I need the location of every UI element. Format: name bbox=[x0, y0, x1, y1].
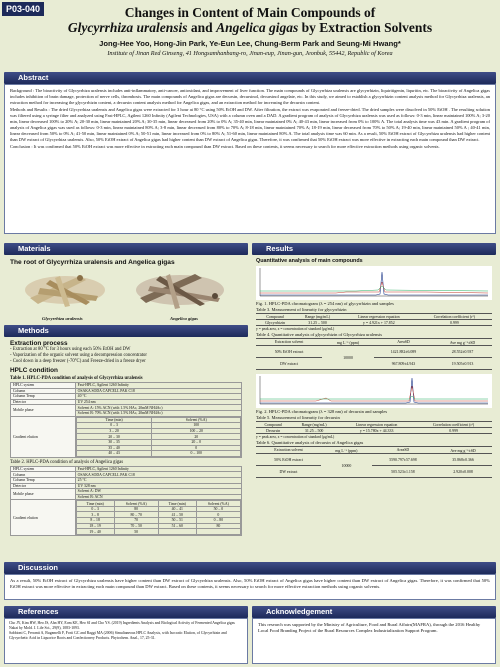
title-species-1: Glycyrrhiza uralensis bbox=[67, 20, 188, 35]
table4: Extraction solvent mg L⁻¹ (ppm) AreaSD Ave mg g⁻¹±SD 50% EtOH extract 10000 1421.882±6.089 28.552±0.937 DW extract 967.809±4.943 19.505±0.913 bbox=[256, 338, 492, 370]
table-row: Column Temp 40 °C bbox=[11, 394, 242, 400]
methods-heading: Methods bbox=[4, 325, 248, 337]
table4-caption: Table 4. Quantitative analysis of glycyrrhizin of Glycyrrhiza uralensis bbox=[256, 332, 383, 337]
poster-id-badge: P03-040 bbox=[2, 2, 44, 16]
hplc-title: HPLC condition bbox=[10, 367, 58, 374]
table-row: HPLC system Fast-HPLC, Agilent 1260 Infinity bbox=[11, 466, 242, 472]
table-row: Solvent B: 70% ACN (with 1.5% HAc, 20mM NH4Ac) bbox=[11, 410, 242, 416]
table5-caption: Table 5. Measurement of linearity for decursin bbox=[256, 415, 340, 420]
table6-caption: Table 6. Quantitative analysis of decursin of Angelica gigas bbox=[256, 440, 364, 445]
title-conj: and bbox=[187, 20, 217, 35]
abstract-box bbox=[4, 84, 496, 234]
table1-gradient: Time (min) Solvent (%A) 0 – 3 100 3 – 20 100 – 20 20 – 30 20 30 – 35 20 – 0 35 – 40 0 40 – 43 0 – 100 bbox=[76, 417, 241, 457]
discussion-heading: Discussion bbox=[4, 562, 496, 574]
reference-item: Cho JY, Kim HW, Heo JS, Ahn HY, Eom KE, Heo SJ and Cho YS. (2019) Ingredients Analysis and Biological Activity of Fermented Angelica gigas Nakai by Mold. J. Life Sci., 29(9), 1083-1093. bbox=[9, 621, 235, 630]
methods-area bbox=[4, 338, 248, 558]
results-title: Quantitative analysis of main compounds bbox=[256, 258, 363, 264]
abstract-conclusion: Conclusion : It was confirmed that 50% EtOH extract was more effective in extracting each main compound than DW extract. Based on these contents, it seems necessary to search for more effective extraction methods using organic solvents. bbox=[10, 144, 440, 150]
glycyrrhiza-root-image bbox=[25, 275, 105, 307]
title-tail: by Extraction Solvents bbox=[298, 20, 433, 35]
discussion-text: As a result, 50% EtOH extract of Glycyrrhiza uralensis have higher content than DW extract of Glycyrrhiza uralensis. Also, 50% EtOH extract of Angelica gigas have higher content than DW extract of Angelica gigas. Therefore, it was confirmed that 50% EtOH extract was more effective in extracting each main compound than DW extract. Based on these contents, it seems necessary to search for more effective extraction methods using organic solvents. bbox=[10, 578, 490, 589]
table-row: Column OSAKA SODA CAPCELL PAK C18 bbox=[11, 472, 242, 478]
table3-note: y = peak area, x = concentration of standard (μg/mL) bbox=[256, 327, 335, 331]
table2-caption: Table 2. HPLC-PDA condition of analysis of Angelica gigas bbox=[10, 459, 124, 465]
results-area bbox=[252, 256, 496, 558]
extraction-step-2: - Vaporization of the organic solvent using a decompression concentrator bbox=[10, 353, 147, 358]
fig2-caption: Fig. 2. HPLC-PDA chromatogram (λ = 328 nm) of decursin and samples bbox=[256, 409, 388, 414]
references-box bbox=[4, 618, 248, 664]
extraction-title: Extraction process bbox=[10, 340, 68, 347]
table-row: Detector UV 328 nm bbox=[11, 483, 242, 489]
table-row: Mobile phase Solvent A: DW bbox=[11, 489, 242, 495]
extraction-step-3: - Cool down in a deep freezer (-70°C) and Freeze-dried in a freeze dryer bbox=[10, 359, 146, 364]
table5: Compound Range (mg/mL) Linear regression equation Correlation coefficient (r²) Decursin 31.25 – 500 y = 15.780x + 44.333 0.999 bbox=[256, 421, 492, 434]
materials-heading: Materials bbox=[4, 243, 248, 255]
authors: Jong-Hee Yoo, Hong-Jin Park, Ye-Eun Lee, Chung-Berm Park and Seung-Mi Hwang* bbox=[99, 39, 401, 48]
table-row: Mobile phase Solvent A: 15% ACN (with 1.5% HAc, 20mM NH4Ac) bbox=[11, 405, 242, 411]
discussion-box bbox=[4, 574, 496, 600]
table1 bbox=[10, 382, 242, 458]
table-row: Gradient elution Time (min) Solvent (%A) Time (min) Solvent (%A) 0 – 3 80 40 – 41 50 – 0 3 – 8 80 – 70 41 – 50 0 8 – 18 70 50 – 51 0 – 80 18 – 19 70 – 50 51 – 60 80 19 – 40 50 bbox=[11, 500, 242, 536]
table2-gradient: Time (min) Solvent (%A) Time (min) Solvent (%A) 0 – 3 80 40 – 41 50 – 0 3 – 8 80 – 70 41 – 50 0 8 – 18 70 50 – 51 0 – 80 18 – 19 70 – 50 51 – 60 80 19 – 40 50 bbox=[76, 500, 241, 535]
label-glycyrrhiza: Glycyrrhiza uralensis bbox=[42, 316, 83, 321]
references-heading: References bbox=[4, 606, 248, 618]
results-heading: Results bbox=[252, 243, 496, 255]
herb-photos bbox=[20, 268, 230, 316]
table6: Extraction solvent mg L⁻¹ (ppm) AreaSD Ave mg g⁻¹±SD 50% EtOH extract 10000 5590.797±57.698 35.868±0.366 DW extract 505.523±1.158 2.920±0.008 bbox=[256, 446, 492, 478]
table3-caption: Table 3. Measurement of linearity for glycyrrhizin bbox=[256, 307, 347, 312]
reference-item: Sabbioni C, Ferranti A, Bugamelli F, Forti GC and Raggi MA (2006) Simultaneous HPLC Analysis, with Isocratic Elution, of Glycyrrhizin and Glycyrrhetic Acid in Liquorice Roots and Confectionery Products. Phytochem. Anal., 17, 25-31. bbox=[9, 631, 227, 640]
affiliation: Institute of Jinan Red Ginseng, 41 Hongsamhanbang-ro, Jinan-eup, Jinan-gun, Jeonbuk, 55442, Republic of Korea bbox=[107, 50, 393, 57]
table2 bbox=[10, 466, 242, 536]
abstract-methods: Methods and Results : The dried Glycyrrhiza uralensis and Angelica gigas were extracted for 3 hour at 80 °C using 50% EtOH and DW. After filtration, the extract was evaporated and freeze-dried. The dried samples were dissolved in 50% EtOH . The resulting solution was filtered using a syringe filter and analyzed using Fast-HPLC, Agilent 1260 Infinity (Agilent Technologies, USA) with a column oven and a DAD. A gradient program of analysis of Glycyrrhiza uralensis was used as follows: 0-3 min, linear maintained 100% A; 3-20 min, linear decreased 100% to 20% A; 20-30 min, linear maintained 20% A; 30-35 min, linear decreased from 20% to 0% A; 35-40 min, linear maintained 0% A; 40-43 min, linear increased from 0% to 100% A. The total analysis time was 43 min. A gradient program of analysis of Angelica gigas was used as follows: 0-3 min, linear maintained 80% A; 3-8 min, linear decreased from 80% to 70% A; 8-18 min, linear maintained 70% A; 18-19 min, linear decreased from 70% to 50% A; 19-40 min, linear maintained 50% A ; 40-41 min, linear decreased from 50% to 0% A; 41-50 min, linear maintained 0% A; 50-51 min, linear increased from 0% to 80% A; 51-60 min, linear maintained 80% A. The total analysis time was 60 min. As a result, 50% EtOH extract of Glycyrrhiza uralensis had higher content than DW extract of Glycyrrhiza uralensis. Also, 50% EtOH extract of Angelica gigas had higher content than DW extract of Angelica gigas. Therefore, it was confirmed that 50% EtOH extract was more effective in extracting each main compound than DW extract. bbox=[10, 107, 490, 142]
materials-caption: The root of Glycyrrhiza uralensis and Angelica gigas bbox=[10, 259, 175, 266]
chromatogram-decursin bbox=[256, 374, 492, 408]
poster-header bbox=[0, 0, 500, 70]
fig1-caption: Fig. 1. HPLC-PDA chromatogram (λ = 254 nm) of glycyrrhizin and samples bbox=[256, 301, 394, 306]
label-angelica: Angelica gigas bbox=[170, 316, 198, 321]
abstract-heading: Abstract bbox=[4, 72, 496, 84]
table-row: Detector UV 254 nm bbox=[11, 399, 242, 405]
acknowledgement-heading: Acknowledgement bbox=[252, 606, 496, 618]
table-row: Gradient elution Time (min) Solvent (%A) 0 – 3 100 3 – 20 100 – 20 20 – 30 20 30 – 35 20 – 0 35 – 40 0 40 – 43 0 – 100 bbox=[11, 416, 242, 457]
table-row: Solvent B: ACN bbox=[11, 494, 242, 500]
angelica-root-image bbox=[136, 274, 224, 309]
abstract-background: Background : The bioactivity of Glycyrrhiza uralensis includes anti-inflammatory, anti-cancer, antioxidant, and improvement of liver function. The main compounds of Glycyrrhiza uralensis are glycyrrhizin, liquiritigenin, liquritin, etc. The bioactivity of Angelica gigas includes inhibition of brain damage, protection of nerve cells, thrombosis. The main compounds of Angelica gigas are decursin, decursinol, decursinol angelate, etc. In this study, we aimed to establish a glycyrrhizin content analysis method for Glycyrrhiza uralensis, an extraction method for increasing the glycyrrhizin content, a decursin content analysis method for Angelica gigas, and an extraction method for increasing the decursin content. bbox=[10, 88, 490, 105]
extraction-step-1: - Extraction at 80 °C for 3 hours using each 50% EtOH and DW bbox=[10, 347, 131, 352]
acknowledgement-text: This research was supported by the Ministry of Agriculture, Food and Rural Affairs(MAFRA), through the 2016 Healthy Local Food Branding Project of the Rural Resources Complex Industrialization Support Program. bbox=[258, 622, 481, 633]
poster-title-line2 bbox=[0, 20, 500, 35]
table-row: Column OSAKA SODA CAPCELL PAK C18 bbox=[11, 388, 242, 394]
table1-caption: Table 1. HPLC-PDA condition of analysis of Glycyrrhiza uralensis bbox=[10, 376, 143, 381]
poster-title-line1: Changes in Content of Main Compounds of bbox=[124, 5, 376, 20]
table-row: Column Temp 25 °C bbox=[11, 477, 242, 483]
acknowledgement-box bbox=[252, 618, 496, 664]
table-row: HPLC system Fast-HPLC, Agilent 1260 Infinity bbox=[11, 383, 242, 389]
title-species-2: Angelica gigas bbox=[216, 20, 299, 35]
chromatogram-glycyrrhizin bbox=[256, 266, 492, 300]
table5-note: y = peak area, x = concentration of standard (μg/mL) bbox=[256, 435, 335, 439]
table3: Compound Range (mg/mL) Linear regression equation Correlation coefficient (r²) Glycyrrhizin 31.25 – 500 y = 4.921x + 17.852 0.999 bbox=[256, 313, 492, 326]
